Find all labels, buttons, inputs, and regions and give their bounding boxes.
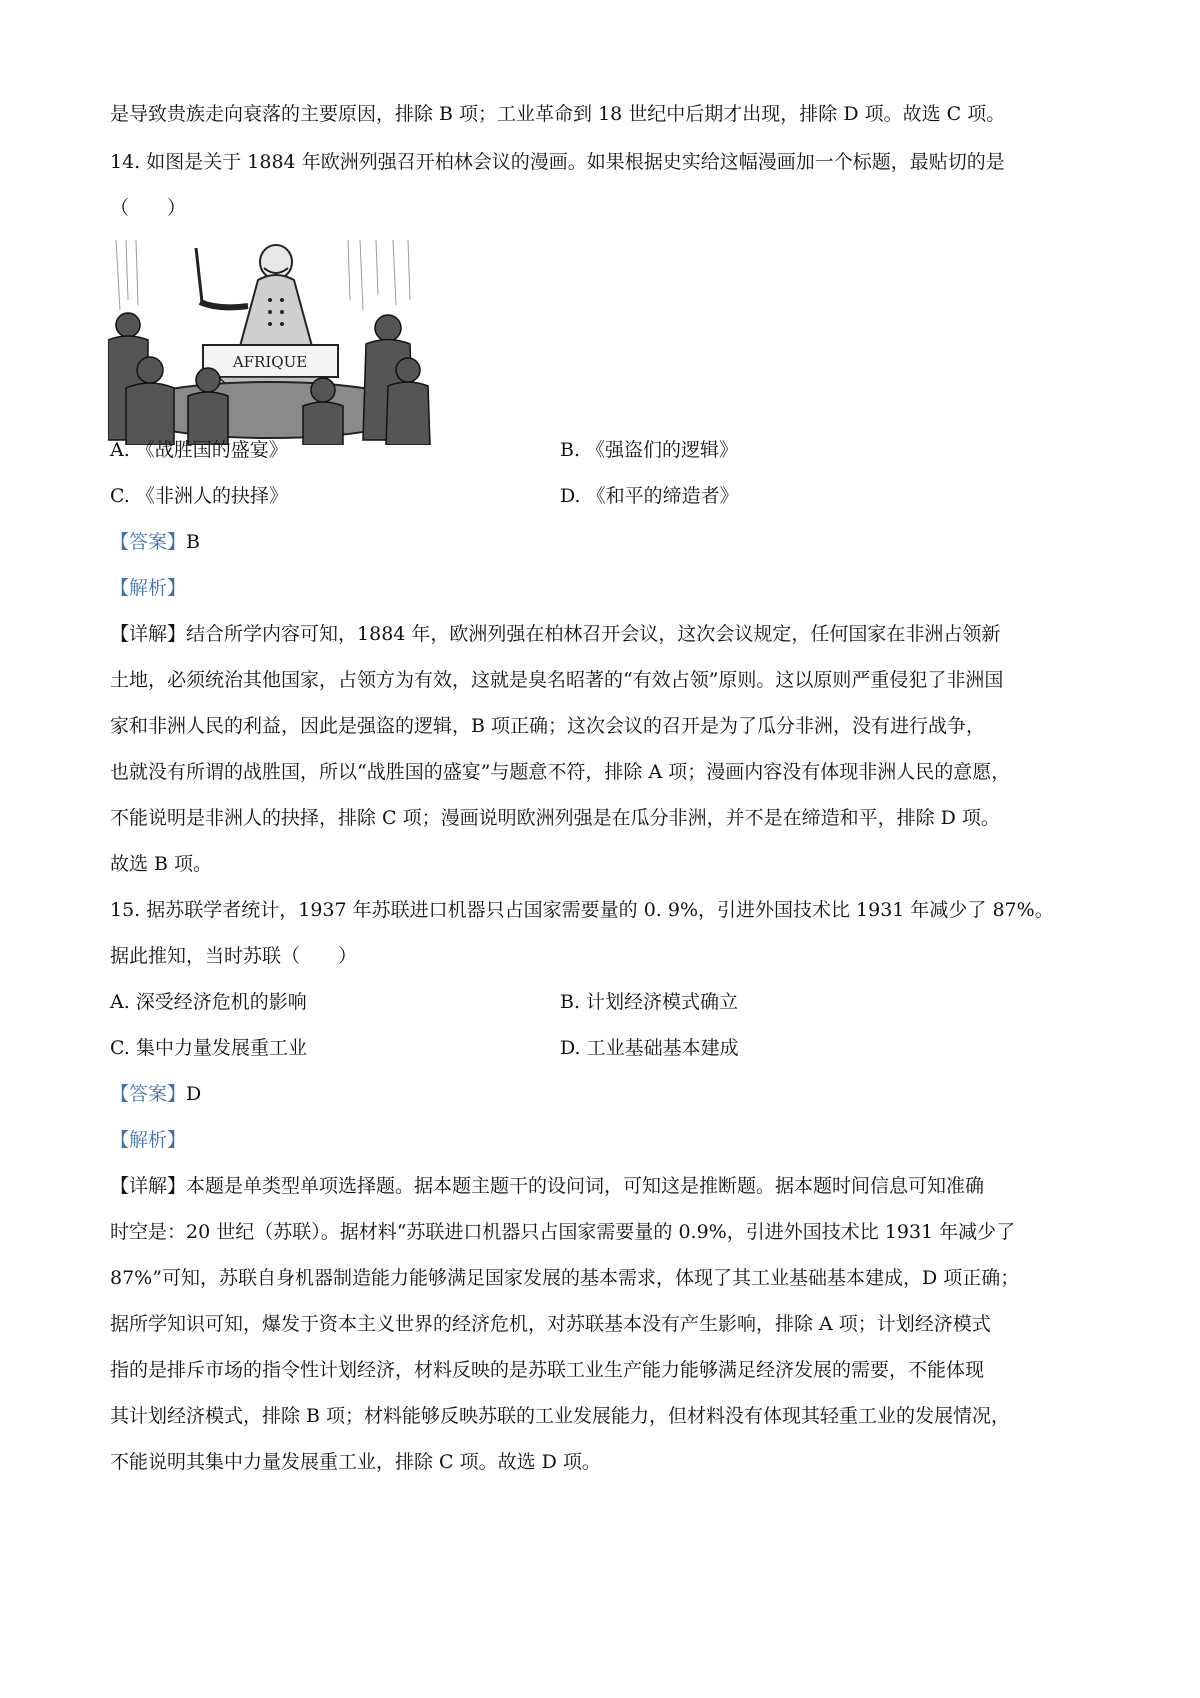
q15-detail-line-3: 87%”可知，苏联自身机器制造能力能够满足国家发展的基本需求，体现了其工业基础基本建成，D 项正确； [110, 1267, 1020, 1289]
q15-option-b: B. 计划经济模式确立 [560, 991, 739, 1013]
q15-detail-line-7: 不能说明其集中力量发展重工业，排除 C 项。故选 D 项。 [110, 1451, 601, 1473]
q15-answer-value: D [186, 1083, 202, 1105]
q15-stem-line-1: 15. 据苏联学者统计，1937 年苏联进口机器只占国家需要量的 0. 9%，引进外国技术比 1931 年减少了 87%。 [110, 899, 1054, 921]
q14-analysis-tag: 【解析】 [110, 577, 187, 599]
q14-analysis-heading [110, 575, 1100, 601]
q15-detail-line-4: 据所学知识可知，爆发于资本主义世界的经济危机，对苏联基本没有产生影响，排除 A 项；计划经济模式 [110, 1313, 991, 1335]
q14-option-b: B. 《强盗们的逻辑》 [560, 439, 739, 461]
q14-option-d: D. 《和平的缔造者》 [560, 485, 739, 507]
q15-answer [110, 1081, 1100, 1107]
q14-answer [110, 529, 1100, 555]
q15-detail-line-5: 指的是排斥市场的指令性计划经济，材料反映的是苏联工业生产能力能够满足经济发展的需要，不能体现 [110, 1359, 985, 1381]
q15-option-d: D. 工业基础基本建成 [560, 1037, 739, 1059]
q14-answer-value: B [186, 531, 200, 553]
q15-detail-line-2: 时空是：20 世纪（苏联）。据材料“苏联进口机器只占国家需要量的 0.9%，引进外国技术比 1931 年减少了 [110, 1221, 1016, 1243]
q14-detail-tag: 【详解】 [110, 623, 187, 645]
q14-detail-line-3: 家和非洲人民的利益，因此是强盗的逻辑，B 项正确；这次会议的召开是为了瓜分非洲，没有进行战争， [110, 715, 986, 737]
q15-option-a: A. 深受经济危机的影响 [110, 991, 307, 1013]
q15-detail-text: 本题是单类型单项选择题。据本题主题干的设问词，可知这是推断题。据本题时间信息可知准确 [186, 1175, 985, 1197]
q15-analysis-tag: 【解析】 [110, 1129, 187, 1151]
q14-stem-line-1: 14. 如图是关于 1884 年欧洲列强召开柏林会议的漫画。如果根据史实给这幅漫画加一个标题，最贴切的是 [110, 151, 1005, 173]
q14-detail-line-5: 不能说明是非洲人的抉择，排除 C 项；漫画说明欧洲列强是在瓜分非洲，并不是在缔造和平，排除 D 项。 [110, 807, 1000, 829]
cartoon-label-afrique: AFRIQUE [232, 353, 308, 371]
q15-detail-tag: 【详解】 [110, 1175, 187, 1197]
berlin-conference-cartoon [108, 240, 433, 445]
q15-detail-line-1 [110, 1173, 1100, 1199]
q14-detail-line-2: 土地，必须统治其他国家，占领方为有效，这就是臭名昭著的“有效占领”原则。这以原则严重侵犯了非洲国 [110, 669, 1004, 691]
q14-detail-line-1 [110, 621, 1100, 647]
q15-option-c: C. 集中力量发展重工业 [110, 1037, 307, 1059]
q14-answer-tag: 【答案】 [110, 531, 187, 553]
q15-answer-tag: 【答案】 [110, 1083, 187, 1105]
q15-detail-line-6: 其计划经济模式，排除 B 项；材料能够反映苏联的工业发展能力，但材料没有体现其轻重工业的发展情况， [110, 1405, 1011, 1427]
q15-analysis-heading [110, 1127, 1100, 1153]
previous-explanation-tail: 是导致贵族走向衰落的主要原因，排除 B 项；工业革命到 18 世纪中后期才出现，排除 D 项。故选 C 项。 [110, 103, 1006, 125]
q14-option-a: A. 《战胜国的盛宴》 [110, 439, 288, 461]
q14-detail-line-4: 也就没有所谓的战胜国，所以“战胜国的盛宴”与题意不符，排除 A 项；漫画内容没有体现非洲人民的意愿， [110, 761, 1011, 783]
q14-detail-line-6: 故选 B 项。 [110, 853, 213, 875]
q14-option-c: C. 《非洲人的抉择》 [110, 485, 288, 507]
q14-stem-line-2: （ ） [110, 197, 187, 219]
q14-detail-text: 结合所学内容可知，1884 年，欧洲列强在柏林召开会议，这次会议规定，任何国家在非洲占领新 [186, 623, 1001, 645]
q15-stem-line-2: 据此推知，当时苏联（ ） [110, 945, 358, 967]
